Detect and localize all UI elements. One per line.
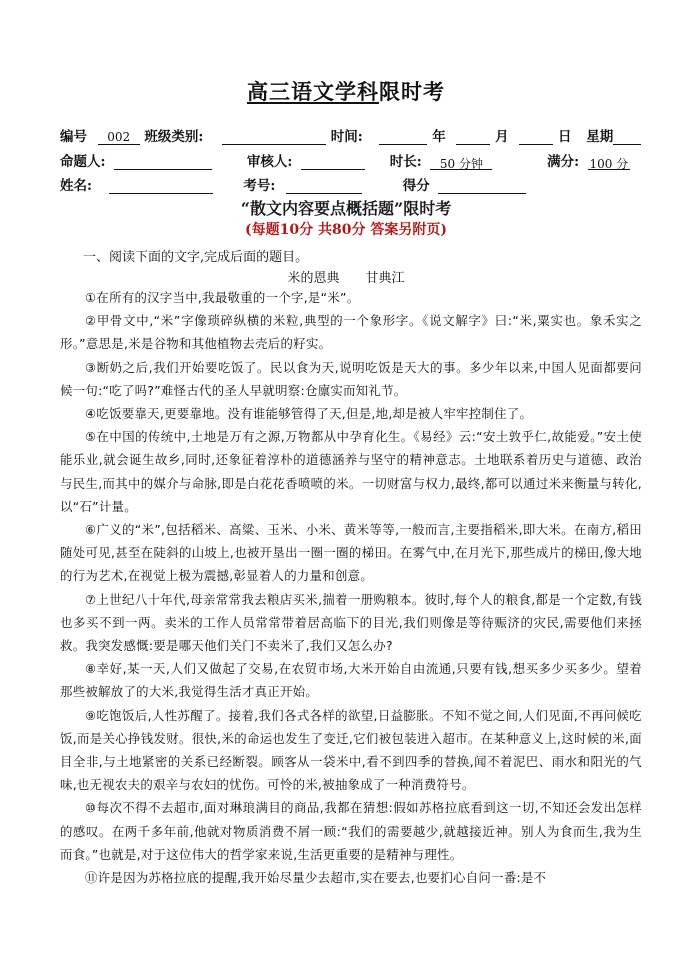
week-field[interactable]: [613, 130, 641, 145]
examno-label: 考号:: [243, 178, 276, 194]
duration-label: 时长:: [389, 154, 422, 170]
info-row-1: [60, 125, 641, 145]
fullscore-field[interactable]: 100 分: [589, 157, 629, 171]
score-label: 得分: [402, 178, 430, 194]
setter-field[interactable]: [114, 155, 212, 170]
time-label: 时间:: [330, 129, 363, 145]
exam-note: (每题10分 共80分 答案另附页): [245, 222, 447, 238]
class-field[interactable]: [222, 130, 326, 145]
examno-field[interactable]: [286, 179, 362, 194]
info-row-3: [60, 174, 526, 194]
year-label: 年: [432, 129, 446, 145]
duration-field[interactable]: 50 分钟: [430, 155, 492, 170]
name-field[interactable]: [109, 179, 213, 194]
title-exam: 限时考: [379, 79, 445, 104]
paragraph: ⑤在中国的传统中,土地是万有之源,万物都从中孕育化生。《易经》云:“安土敦乎仁,故能爱。”安土使能乐业,就会诞生故乡,同时,还象征着淳朴的道德涵养与坚守的精神意志。土地联系着历史与道德、政治与民生,而其中的媒介与命脉,即是白花花香喷喷的米。一切财富与权力,最终,都可以通过米来衡量与转化,以“石”计量。: [60, 429, 642, 514]
question-intro: 一、阅读下面的文字,完成后面的题目。: [83, 250, 309, 265]
passage-title: 米的恩典 甘典江: [287, 271, 405, 286]
reviewer-label: 审核人:: [246, 154, 293, 170]
info-row-2: [60, 150, 630, 170]
reviewer-field[interactable]: [301, 155, 365, 170]
exam-subtitle: “散文内容要点概括题”限时考: [240, 199, 452, 218]
paragraph: ⑥广义的“米”,包括稻米、高粱、玉米、小米、黄米等等,一般而言,主要指稻米,即大米。在南方,稻田随处可见,甚至在陡斜的山坡上,也被开垦出一圈一圈的梯田。在雾气中,在月光下,那些成片的梯田,像大地的行为艺术,在视觉上极为震撼,彰显着人的力量和创意。: [60, 522, 642, 584]
paragraph: ⑦上世纪八十年代,母亲常常我去粮店买米,揣着一册购粮本。彼时,每个人的粮食,都是一个定数,有钱也多买不到一两。卖米的工作人员常常带着居高临下的目光,我们则像是等待赈济的灾民,需要他们来拯救。我突发感慨:要是哪天他们关门不卖米了,我们又怎么办?: [60, 591, 642, 654]
title-subject: 高三语文学科: [247, 79, 379, 104]
paragraph: ②甲骨文中,“米”字像琐碎纵横的米粒,典型的一个象形字。《说文解字》曰:“米,粟实也。象禾实之形。”意思是,米是谷物和其他植物去壳后的籽实。: [60, 313, 642, 352]
page-title: [0, 76, 692, 106]
passage-body: [60, 286, 642, 889]
day-label: 日: [558, 129, 572, 145]
month-label: 月: [495, 129, 509, 145]
number-label: 编号: [60, 129, 87, 145]
setter-label: 命题人:: [60, 154, 106, 170]
number-field[interactable]: 002: [98, 130, 140, 145]
paragraph: ⑧幸好,某一天,人们又做起了交易,在农贸市场,大米开始自由流通,只要有钱,想买多少买多少。望着那些被解放了的大米,我觉得生活才真正开始。: [60, 661, 642, 700]
class-label: 班级类别:: [144, 129, 204, 145]
month-field[interactable]: [456, 130, 490, 145]
day-field[interactable]: [519, 130, 553, 145]
paragraph: ④吃饭要靠天,更要靠地。没有谁能够管得了天,但是,地,却是被人牢牢控制住了。: [85, 406, 533, 422]
score-field[interactable]: [438, 179, 526, 194]
paragraph: ⑩每次不得不去超市,面对琳琅满目的商品,我都在猜想:假如苏格拉底看到这一切,不知还会发出怎样的感叹。在两千多年前,他就对物质消费不屑一顾:“我们的需要越少,就越接近神。别人为食而生,我为生而食。”也就是,对于这位伟大的哲学家来说,生活更重要的是精神与理性。: [60, 800, 642, 862]
paragraph: ①在所有的汉字当中,我最敬重的一个字,是“米”。: [85, 290, 360, 305]
paragraph: ⑨吃饱饭后,人性苏醒了。接着,我们各式各样的欲望,日益膨胀。不知不觉之间,人们见面,不再问候吃饭,而是关心挣钱发财。很快,米的命运也发生了变迁,它们被包装进入超市。在某种意义上,这时候的米,面目全非,与土地紧密的关系已经断裂。顾客从一袋米中,看不到四季的替换,闻不着泥巴、雨水和阳光的气味,也无视农夫的艰辛与农妇的忧伤。可怜的米,被抽象成了一种消费符号。: [60, 707, 642, 793]
paragraph: ⑪许是因为苏格拉底的提醒,我开始尽量少去超市,实在要去,也要扪心自问一番:是不: [85, 870, 547, 886]
fullscore-label: 满分:: [547, 154, 580, 170]
name-label: 姓名:: [60, 178, 92, 194]
week-label: 星期: [586, 129, 614, 145]
year-field[interactable]: [379, 130, 427, 145]
paragraph: ③断奶之后,我们开始要吃饭了。民以食为天,说明吃饭是天大的事。多少年以来,中国人见面都要问候一句:“吃了吗?”难怪古代的圣人早就明察:仓廪实而知礼节。: [60, 359, 642, 398]
